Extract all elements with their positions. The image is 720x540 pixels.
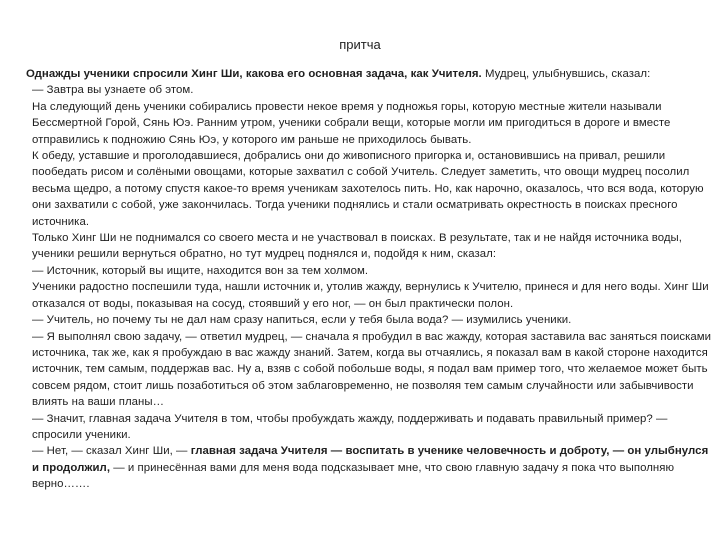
paragraph-1-rest: Мудрец, улыбнувшись, сказал: [481, 68, 651, 80]
paragraph-11-start: — Нет, — сказал Хинг Ши, — [32, 445, 191, 458]
paragraph-1 [26, 66, 712, 82]
paragraph-1-bold: Однажды ученики спросили Хинг Ши, какова его основная задача, как Учителя. [26, 68, 482, 80]
paragraph-9: — Я выполнял свою задачу, — ответил мудрец, — сначала я пробудил в вас жажду, которая заставила вас заняться поисками источника, так же, как я пробуждаю в вас жажду знаний. Затем, когда вы отчаялись, я показал вам в какой стороне находится источник, тем самым, поддержав вас. Ну а, взяв с собой побольше воды, я подал вам пример того, что желаемое может быть совсем рядом, стоит лишь позаботиться об этом заблаговременно, не позволяя тем самым случайности или забывчивости влиять на ваши планы… [32, 330, 712, 409]
paragraph-5: Только Хинг Ши не поднимался со своего места и не участвовал в поисках. В результате, так и не найдя источника воды, ученики решили вернуться обратно, но тут мудрец поднялся и, подойдя к ним, сказал: [32, 232, 682, 261]
document-title: притча [339, 37, 381, 52]
parable-text [26, 66, 712, 493]
paragraph-11-bold: главная задача Учителя — воспитать в ученике человечность и доброту, — он улыбнулся и продолжил, [32, 445, 709, 474]
paragraph-2: — Завтра вы узнаете об этом. [32, 84, 194, 97]
paragraph-11 [32, 443, 712, 492]
paragraph-11-tail: — и принесённая вами для меня вода подсказывает мне, что свою главную задачу я пока что выполняю верно……. [32, 461, 675, 491]
paragraph-8: — Учитель, но почему ты не дал нам сразу напиться, если у тебя была вода? — изумились ученики. [32, 314, 572, 327]
paragraph-10: — Значит, главная задача Учителя в том, чтобы пробуждать жажду, поддерживать и подавать правильный пример? — спросили ученики. [32, 412, 668, 441]
paragraph-7: Ученики радостно поспешили туда, нашли источник и, утолив жажду, вернулись к Учителю, принеся и для него воды. Хинг Ши отказался от воды, показывая на сосуд, стоявший у его ног, — он был практически полон. [32, 281, 709, 310]
paragraph-4: К обеду, уставшие и проголодавшиеся, добрались они до живописного пригорка и, остановившись на привал, решили пообедать рисом и солёными овощами, которые захватил с собой Учитель. Следует заметить, что овощи мудрец посолил весьма щедро, а потому спустя какое-то время ученикам захотелось пить. Но, как нарочно, оказалось, что вся вода, которую они захватили с собой, уже закончилась. Тогда ученики поднялись и стали осматривать окрестность в поисках пресного источника. [32, 150, 704, 228]
paragraph-3: На следующий день ученики собирались провести некое время у подножья горы, которую местные жители называли Бессмертной Горой, Сянь Юэ. Ранним утром, ученики собрали вещи, которые могли им пригодиться в дороге и вместе отправились к подножию Сянь Юэ, у которого им раньше не приходилось бывать. [32, 100, 671, 146]
paragraph-6: — Источник, который вы ищите, находится вон за тем холмом. [32, 264, 369, 277]
